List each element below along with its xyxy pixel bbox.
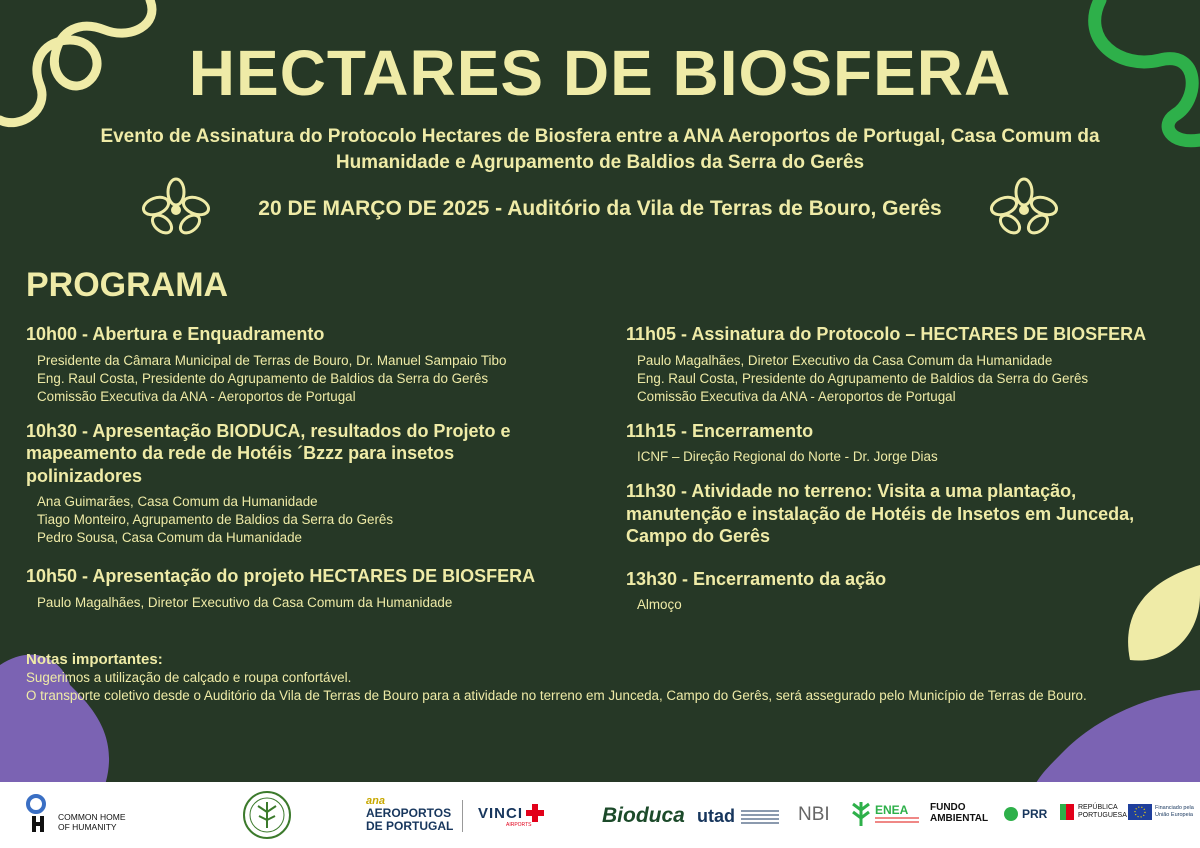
- event-subtitle: Evento de Assinatura do Protocolo Hectares de Biosfera entre a ANA Aeroportos de Portugal, Casa Comum da Humanidade e Agrupamento de Baldios da Serra do Gerês: [100, 126, 1100, 173]
- program-item-detail: Tiago Monteiro, Agrupamento de Baldios da Serra do Gerês: [37, 512, 394, 527]
- notes-line: O transporte coletivo desde o Auditório da Vila de Terras de Bouro para a atividade no terreno em Junceda, Campo do Gerês, será assegurado pelo Município de Terras de Bouro.: [26, 688, 1087, 703]
- vinci-logo: [478, 804, 544, 828]
- eu-flag-icon: [1128, 804, 1152, 820]
- program-heading: PROGRAMA: [26, 266, 229, 304]
- page-title: HECTARES DE BIOSFERA: [188, 37, 1012, 109]
- vinci-sub-text: AIRPORTS: [506, 822, 532, 828]
- program-item-detail: Paulo Magalhães, Diretor Executivo da Casa Comum da Humanidade: [37, 594, 453, 610]
- divider: [462, 800, 463, 832]
- ana-logo: [366, 796, 453, 833]
- program-item-detail: Comissão Executiva da ANA - Aeroportos de Portugal: [637, 388, 956, 404]
- enea-text: ENEA: [875, 803, 909, 817]
- program-item-title: 11h15 - Encerramento: [626, 420, 814, 441]
- eu-line1: Financiado pela: [1155, 805, 1194, 811]
- program-item-title: 10h30 - Apresentação BIODUCA, resultados do Projeto e mapeamento da rede de Hotéis ´Bzzz para insetos polinizadores: [26, 420, 511, 486]
- enea-icon: [850, 800, 872, 828]
- program-item-detail: Paulo Magalhães, Diretor Executivo da Casa Comum da Humanidade: [637, 352, 1053, 368]
- vinci-mark-icon: [526, 804, 544, 822]
- notes-section: [26, 650, 1186, 705]
- fundo-line2: AMBIENTAL: [930, 813, 989, 824]
- program-item-title: 11h30 - Atividade no terreno: Visita a uma plantação, manutenção e instalação de Hotéis de Insetos em Junceda, Campo do Gerês: [626, 481, 1135, 546]
- program-item-title: 10h50 - Apresentação do projeto HECTARES DE BIOSFERA: [26, 566, 536, 586]
- program-item-detail: Eng. Raul Costa, Presidente do Agrupamento de Baldios da Serra do Gerês: [37, 370, 489, 386]
- republica-line2: PORTUGUESA: [1078, 812, 1127, 819]
- notes-heading: Notas importantes:: [26, 651, 163, 668]
- notes-line: Sugerimos a utilização de calçado e roupa confortável.: [26, 670, 352, 685]
- ana-line2: DE PORTUGAL: [366, 819, 454, 833]
- ana-line1: AEROPORTOS: [366, 806, 452, 820]
- baldios-seal-icon: [240, 790, 294, 840]
- common-home-icon: [24, 794, 52, 834]
- eu-line2: União Europeia: [1155, 812, 1193, 818]
- common-home-logo: [24, 794, 126, 834]
- program-item-title: 11h05 - Assinatura do Protocolo – HECTARES DE BIOSFERA: [626, 324, 1147, 344]
- program-item: [26, 420, 566, 548]
- program-item-detail: Almoço: [637, 597, 682, 612]
- nbi-logo: [798, 804, 830, 826]
- program-column-left: [26, 323, 566, 624]
- utad-small-lines: [741, 810, 779, 824]
- program-item-detail: Comissão Executiva da ANA - Aeroportos de Portugal: [37, 388, 356, 404]
- program-item: [26, 323, 566, 406]
- program-item: [626, 568, 1166, 615]
- republica-logo: [1060, 804, 1127, 820]
- program-item-detail: Pedro Sousa, Casa Comum da Humanidade: [37, 530, 302, 545]
- enea-logo: [850, 800, 919, 828]
- utad-text: utad: [697, 806, 735, 826]
- program-item: [26, 565, 566, 612]
- bioduca-text: Bioduca: [602, 804, 685, 827]
- fundo-line1: FUNDO: [930, 802, 966, 813]
- prr-logo: [1003, 806, 1047, 822]
- program-item-detail: Ana Guimarães, Casa Comum da Humanidade: [37, 494, 318, 509]
- prr-text: PRR: [1022, 807, 1048, 821]
- program-column-right: [626, 323, 1166, 626]
- program-item-title: 10h00 - Abertura e Enquadramento: [26, 324, 325, 344]
- vinci-text: VINCI: [478, 804, 524, 822]
- portugal-flag-icon: [1060, 804, 1074, 820]
- program-item-detail: Eng. Raul Costa, Presidente do Agrupamento de Baldios da Serra do Gerês: [637, 370, 1089, 386]
- utad-logo: [697, 806, 779, 827]
- common-home-line2: OF HUMANITY: [58, 822, 117, 832]
- bioduca-logo: [602, 804, 685, 828]
- date-location: 20 DE MARÇO DE 2025 - Auditório da Vila de Terras de Bouro, Gerês: [258, 197, 942, 220]
- ana-small-text: ana: [366, 795, 385, 807]
- common-home-line1: COMMON HOME: [58, 812, 126, 822]
- prr-icon: [1003, 806, 1019, 822]
- program-item: [626, 420, 1166, 467]
- program-item: [626, 323, 1166, 406]
- program-item: [626, 480, 1166, 548]
- republica-line1: REPÚBLICA: [1078, 804, 1118, 811]
- program-item-title: 13h30 - Encerramento da ação: [626, 568, 887, 589]
- nbi-text: NBI: [798, 804, 830, 825]
- fundo-ambiental-logo: [930, 802, 988, 824]
- eu-logo: [1128, 804, 1194, 820]
- program-item-detail: ICNF – Direção Regional do Norte - Dr. Jorge Dias: [637, 449, 938, 464]
- sponsor-footer: [0, 782, 1200, 848]
- program-item-detail: Presidente da Câmara Municipal de Terras de Bouro, Dr. Manuel Sampaio Tibo: [37, 352, 507, 368]
